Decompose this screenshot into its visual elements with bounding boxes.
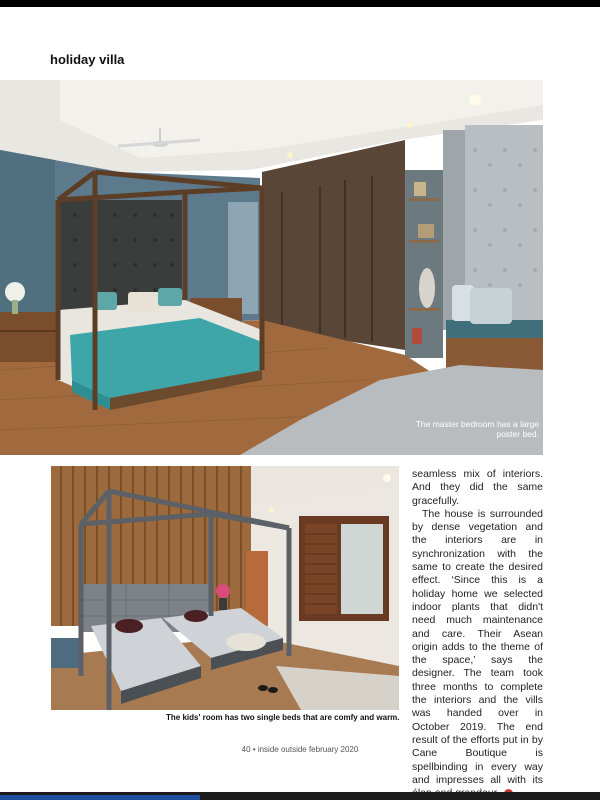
page-footer: 40 • inside outside february 2020 [241, 745, 359, 754]
section-title: holiday villa [50, 52, 125, 67]
kids-room-photo [51, 466, 399, 710]
bottom-accent-bar [0, 795, 200, 800]
master-bedroom-photo [0, 80, 543, 455]
article-paragraph: The house is surrounded by dense vegetation and the interiors are in synchronization with the same to create the desired effect. ‘Since this is a holiday home we selected indoor plants that didn't need much maintenance and care. Their Asean origin adds to the theme of the space,’ says the designer. The team took three months to complete the interiors and the vills was handed over in October 2019. The end result of the efforts put in by Cane Boutique is spellbinding in every way and impresses all with its [412, 508, 543, 800]
top-border [0, 0, 600, 7]
article-paragraph: seamless mix of interiors. And they did the same gracefully. [412, 468, 543, 507]
master-bedroom-caption: The master bedroom has a large poster bed. [415, 419, 539, 439]
kids-room-caption: The kids' room has two single beds that are comfy and warm. [166, 713, 400, 722]
